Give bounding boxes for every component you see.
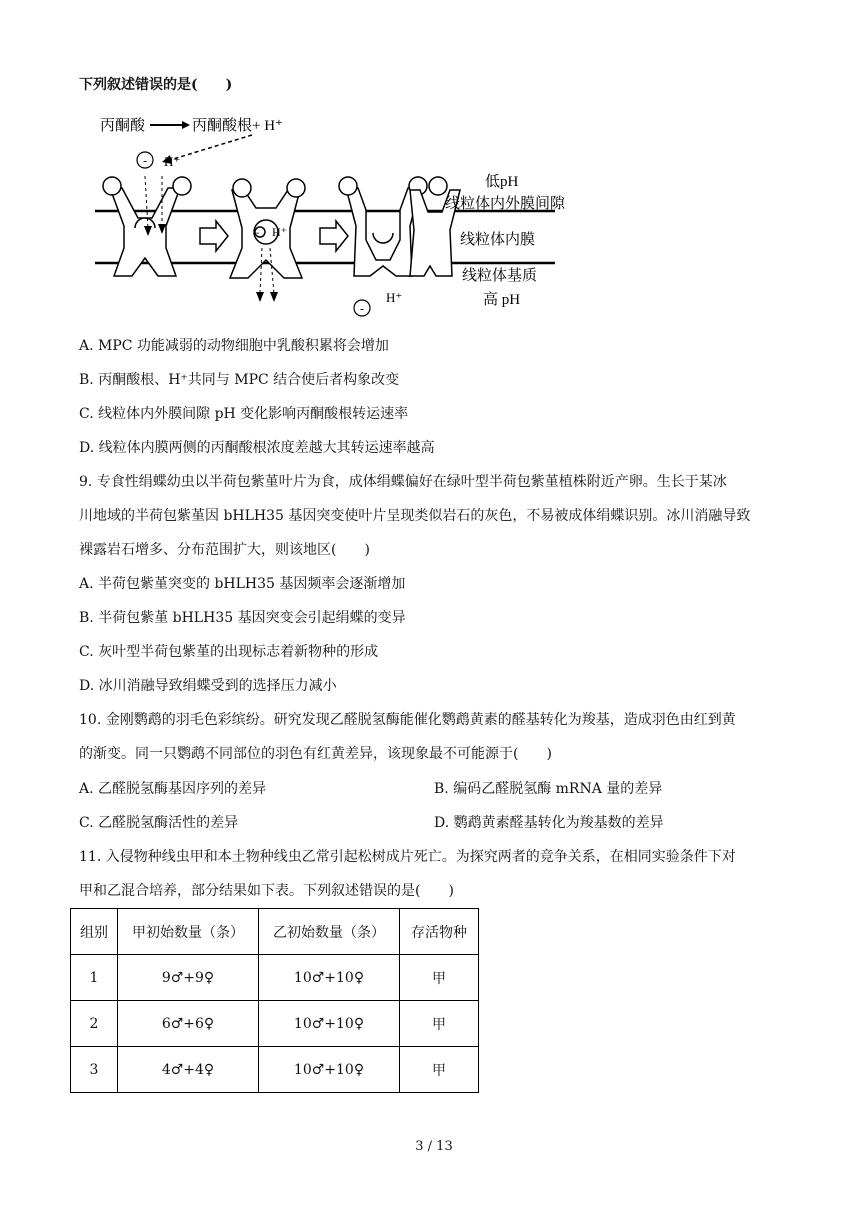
q9-stem-line-2: 川地域的半荷包紫堇因 bHLH35 基因突变使叶片呈现类似岩石的灰色，不易被成体绢蝶识别。冰川消融导致 [79, 508, 751, 524]
q8-option-a: A. MPC 功能减弱的动物细胞中乳酸积累将会增加 [79, 338, 389, 354]
table-cell: 10♂+10♀ [259, 955, 400, 1001]
state-arrow-icon [320, 221, 348, 251]
table-cell: 6♂+6♀ [118, 1001, 259, 1047]
q8-option-d: D. 线粒体内膜两侧的丙酮酸根浓度差越大其转运速率越高 [79, 440, 435, 456]
q9-stem-line-1: 9. 专食性绢蝶幼虫以半荷包紫堇叶片为食，成体绢蝶偏好在绿叶型半荷包紫堇植株附近产卵。生长于某冰 [79, 474, 727, 490]
h-plus-top: H⁺ [164, 154, 181, 169]
q8-option-c: C. 线粒体内外膜间隙 pH 变化影响丙酮酸根转运速率 [79, 406, 409, 422]
q8-option-b: B. 丙酮酸根、H⁺共同与 MPC 结合使后者构象改变 [79, 372, 400, 388]
table-header-cell: 存活物种 [400, 909, 479, 955]
svg-text:-: - [256, 228, 260, 239]
table-header-cell: 甲初始数量（条） [118, 909, 259, 955]
label-intermembrane-space: 线粒体内外膜间隙 [445, 196, 566, 212]
q10-option-a: A. 乙醛脱氢酶基因序列的差异 [79, 781, 267, 797]
table-cell: 甲 [400, 1001, 479, 1047]
q9-option-c: C. 灰叶型半荷包紫堇的出现标志着新物种的形成 [79, 644, 379, 660]
label-matrix: 线粒体基质 [462, 268, 538, 284]
q11-stem-line-2: 甲和乙混合培养，部分结果如下表。下列叙述错误的是( ) [79, 883, 454, 899]
q9-stem-line-3: 裸露岩石增多、分布范围扩大，则该地区( ) [79, 542, 370, 558]
q10-option-b: B. 编码乙醛脱氢酶 mRNA 量的差异 [434, 781, 663, 797]
state-arrow-icon [200, 221, 228, 251]
q8-stem: 下列叙述错误的是( ) [79, 77, 233, 93]
table-cell: 3 [71, 1047, 118, 1093]
table-header-cell: 组别 [71, 909, 118, 955]
label-high-ph: 高 pH [483, 292, 521, 308]
table-cell: 9♂+9♀ [118, 955, 259, 1001]
equation-right: 丙酮酸根+ H⁺ [192, 118, 283, 134]
q9-option-b: B. 半荷包紫堇 bHLH35 基因突变会引起绢蝶的变异 [79, 610, 406, 626]
q9-option-d: D. 冰川消融导致绢蝶受到的选择压力减小 [79, 678, 337, 694]
q10-stem-line-1: 10. 金刚鹦鹉的羽毛色彩缤纷。研究发现乙醛脱氢酶能催化鹦鹉黄素的醛基转化为羧基，造成羽色由红到黄 [79, 712, 736, 728]
svg-text:H⁺: H⁺ [272, 225, 287, 239]
q9-option-a: A. 半荷包紫堇突变的 bHLH35 基因频率会逐渐增加 [79, 576, 406, 592]
label-inner-membrane: 线粒体内膜 [460, 232, 536, 248]
q10-option-d: D. 鹦鹉黄素醛基转化为羧基数的差异 [434, 815, 664, 831]
label-low-ph: 低pH [485, 174, 519, 190]
svg-text:-: - [359, 302, 365, 316]
table-cell: 甲 [400, 1047, 479, 1093]
q10-stem-line-2: 的渐变。同一只鹦鹉不同部位的羽色有红黄差异，该现象最不可能源于( ) [79, 746, 552, 762]
table-cell: 10♂+10♀ [259, 1001, 400, 1047]
page-number: 3 / 13 [415, 1139, 453, 1154]
table-cell: 4♂+4♀ [118, 1047, 259, 1093]
table-header-cell: 乙初始数量（条） [259, 909, 400, 955]
table-row [71, 1001, 479, 1047]
table-cell: 2 [71, 1001, 118, 1047]
h-plus-bottom: H⁺ [386, 290, 403, 305]
table-cell: 甲 [400, 955, 479, 1001]
q11-stem-line-1: 11. 入侵物种线虫甲和本土物种线虫乙常引起松树成片死亡。为探究两者的竞争关系，在相同实验条件下对 [79, 849, 736, 865]
table-row [71, 955, 479, 1001]
mpc-transport-diagram [90, 108, 590, 326]
mpc-transporter-state-4 [410, 177, 460, 276]
table-row [71, 1047, 479, 1093]
table-cell: 1 [71, 955, 118, 1001]
equation-left: 丙酮酸 [100, 118, 146, 134]
svg-text:-: - [142, 154, 148, 168]
q10-option-c: C. 乙醛脱氢酶活性的差异 [79, 815, 239, 831]
table-header-row [71, 909, 479, 955]
table-cell: 10♂+10♀ [259, 1047, 400, 1093]
q11-results-table [70, 908, 479, 1093]
